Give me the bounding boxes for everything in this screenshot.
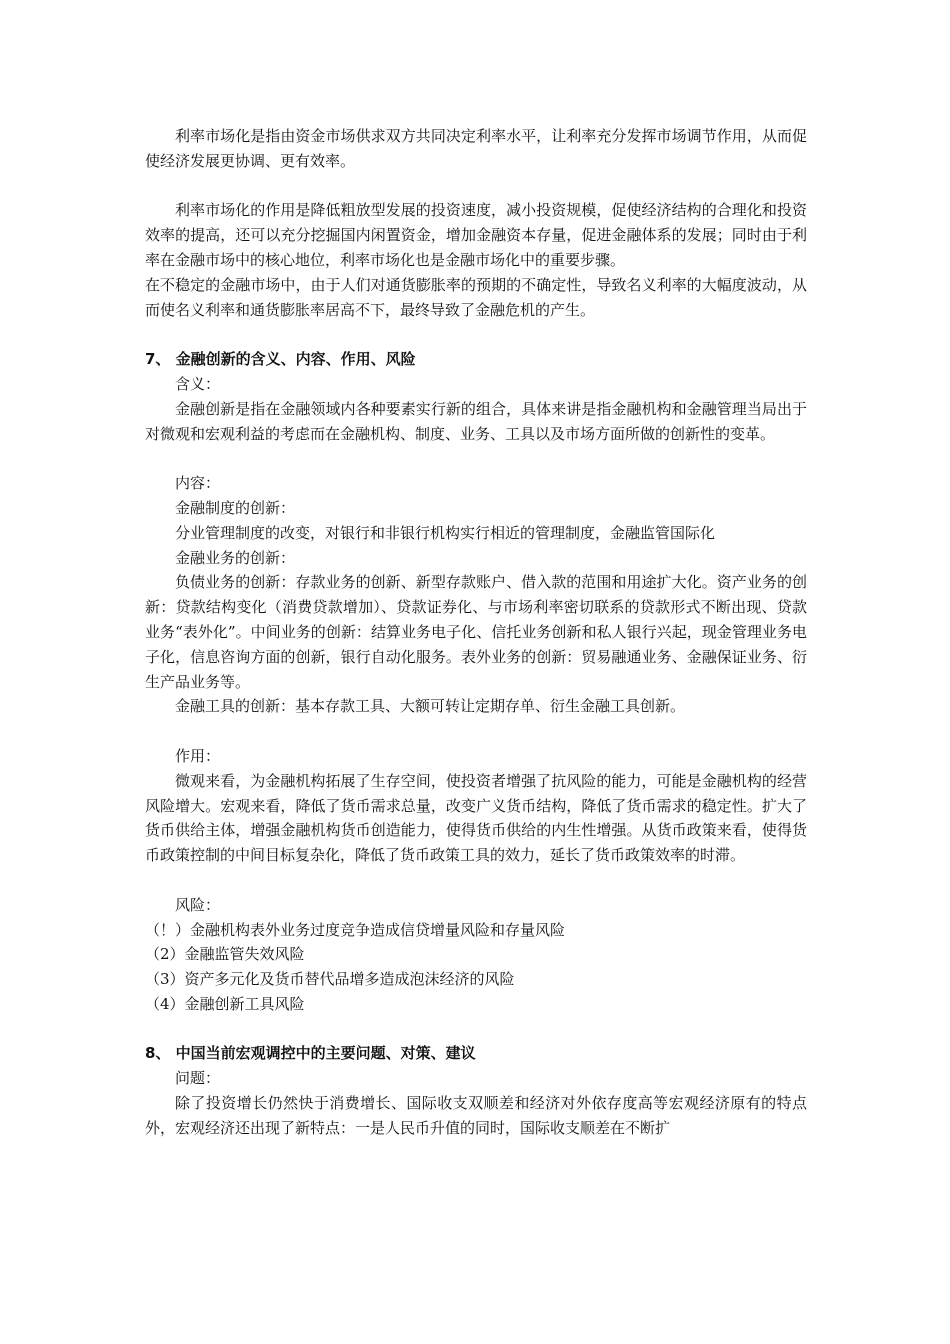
content-label: 内容： <box>175 474 221 493</box>
effect-label: 作用： <box>175 746 221 765</box>
problem-text: 除了投资增长仍然快于消费增长、国际收支双顺差和经济对外依存度高等宏观经济原有的特点外，宏观经济还出现了新特点：一是人民币升值的同时，国际收支顺差在不断扩 <box>145 1094 807 1137</box>
effect-text: 微观来看，为金融机构拓展了生存空间，使投资者增强了抗风险的能力，可能是金融机构的经营风险增大。宏观来看，降低了货币需求总量，改变广义货币结构，降低了货币需求的稳定性。扩大了货币供给主体，增强金融机构货币创造能力，使得货币供给的内生性增强。从货币政策来看，使得货币政策控制的中间目标复杂化，降低了货币政策工具的效力，延长了货币政策效率的时滞。 <box>145 771 807 865</box>
institution-innovation-label: 金融制度的创新： <box>175 498 296 517</box>
document-body <box>145 124 807 1141</box>
blank-line <box>145 868 807 893</box>
tool-innovation-text: 金融工具的创新：基本存款工具、大额可转让定期存单、衍生金融工具创新。 <box>175 697 686 716</box>
paragraph-interest-market-role: 利率市场化的作用是降低粗放型发展的投资速度，减小投资规模，促使经济结构的合理化和投资效率的提高，还可以充分挖掘国内闲置资金，增加金融资本存量，促进金融体系的发展；同时由于利率在金融市场中的核心地位，利率市场化也是金融市场化中的重要步骤。 <box>145 201 807 269</box>
paragraph-unstable-market: 在不稳定的金融市场中，由于人们对通货膨胀率的预期的不确定性，导致名义利率的大幅度波动，从而使名义利率和通货膨胀率居高不下，最终导致了金融危机的产生。 <box>145 275 807 319</box>
paragraph-interest-market-definition: 利率市场化是指由资金市场供求双方共同决定利率水平，让利率充分发挥市场调节作用，从而促使经济发展更协调、更有效率。 <box>145 127 807 170</box>
risk-item: （2）金融监管失效风险 <box>145 945 305 964</box>
blank-line <box>145 446 807 471</box>
risk-item: （3）资产多元化及货币替代品增多造成泡沫经济的风险 <box>145 970 515 989</box>
problem-label: 问题： <box>175 1069 221 1088</box>
blank-line <box>145 719 807 744</box>
risk-item: （4）金融创新工具风险 <box>145 994 305 1013</box>
section-8-heading: 8、 中国当前宏观调控中的主要问题、对策、建议 <box>145 1044 476 1063</box>
business-innovation-text: 负债业务的创新：存款业务的创新、新型存款账户、借入款的范围和用途扩大化。资产业务的创新：贷款结构变化（消费贷款增加）、贷款证券化、与市场利率密切联系的贷款形式不断出现、贷款业务“表外化”。中间业务的创新：结算业务电子化、信托业务创新和私人银行兴起，现金管理业务电子化，信息咨询方面的创新，银行自动化服务。表外业务的创新：贸易融通业务、金融保证业务、衍生产品业务等。 <box>145 573 807 691</box>
section-7-heading: 7、 金融创新的含义、内容、作用、风险 <box>145 350 416 369</box>
blank-line <box>145 174 807 199</box>
meaning-text: 金融创新是指在金融领域内各种要素实行新的组合，具体来讲是指金融机构和金融管理当局出于对微观和宏观利益的考虑而在金融机构、制度、业务、工具以及市场方面所做的创新性的变革。 <box>145 399 807 443</box>
meaning-label: 含义： <box>175 374 221 393</box>
risk-label: 风险： <box>175 895 221 914</box>
blank-line <box>145 1017 807 1042</box>
institution-innovation-text: 分业管理制度的改变，对银行和非银行机构实行相近的管理制度，金融监管国际化 <box>175 523 716 542</box>
risk-item: （！）金融机构表外业务过度竞争造成信贷增量风险和存量风险 <box>145 920 566 939</box>
business-innovation-label: 金融业务的创新： <box>175 548 296 567</box>
blank-line <box>145 322 807 347</box>
